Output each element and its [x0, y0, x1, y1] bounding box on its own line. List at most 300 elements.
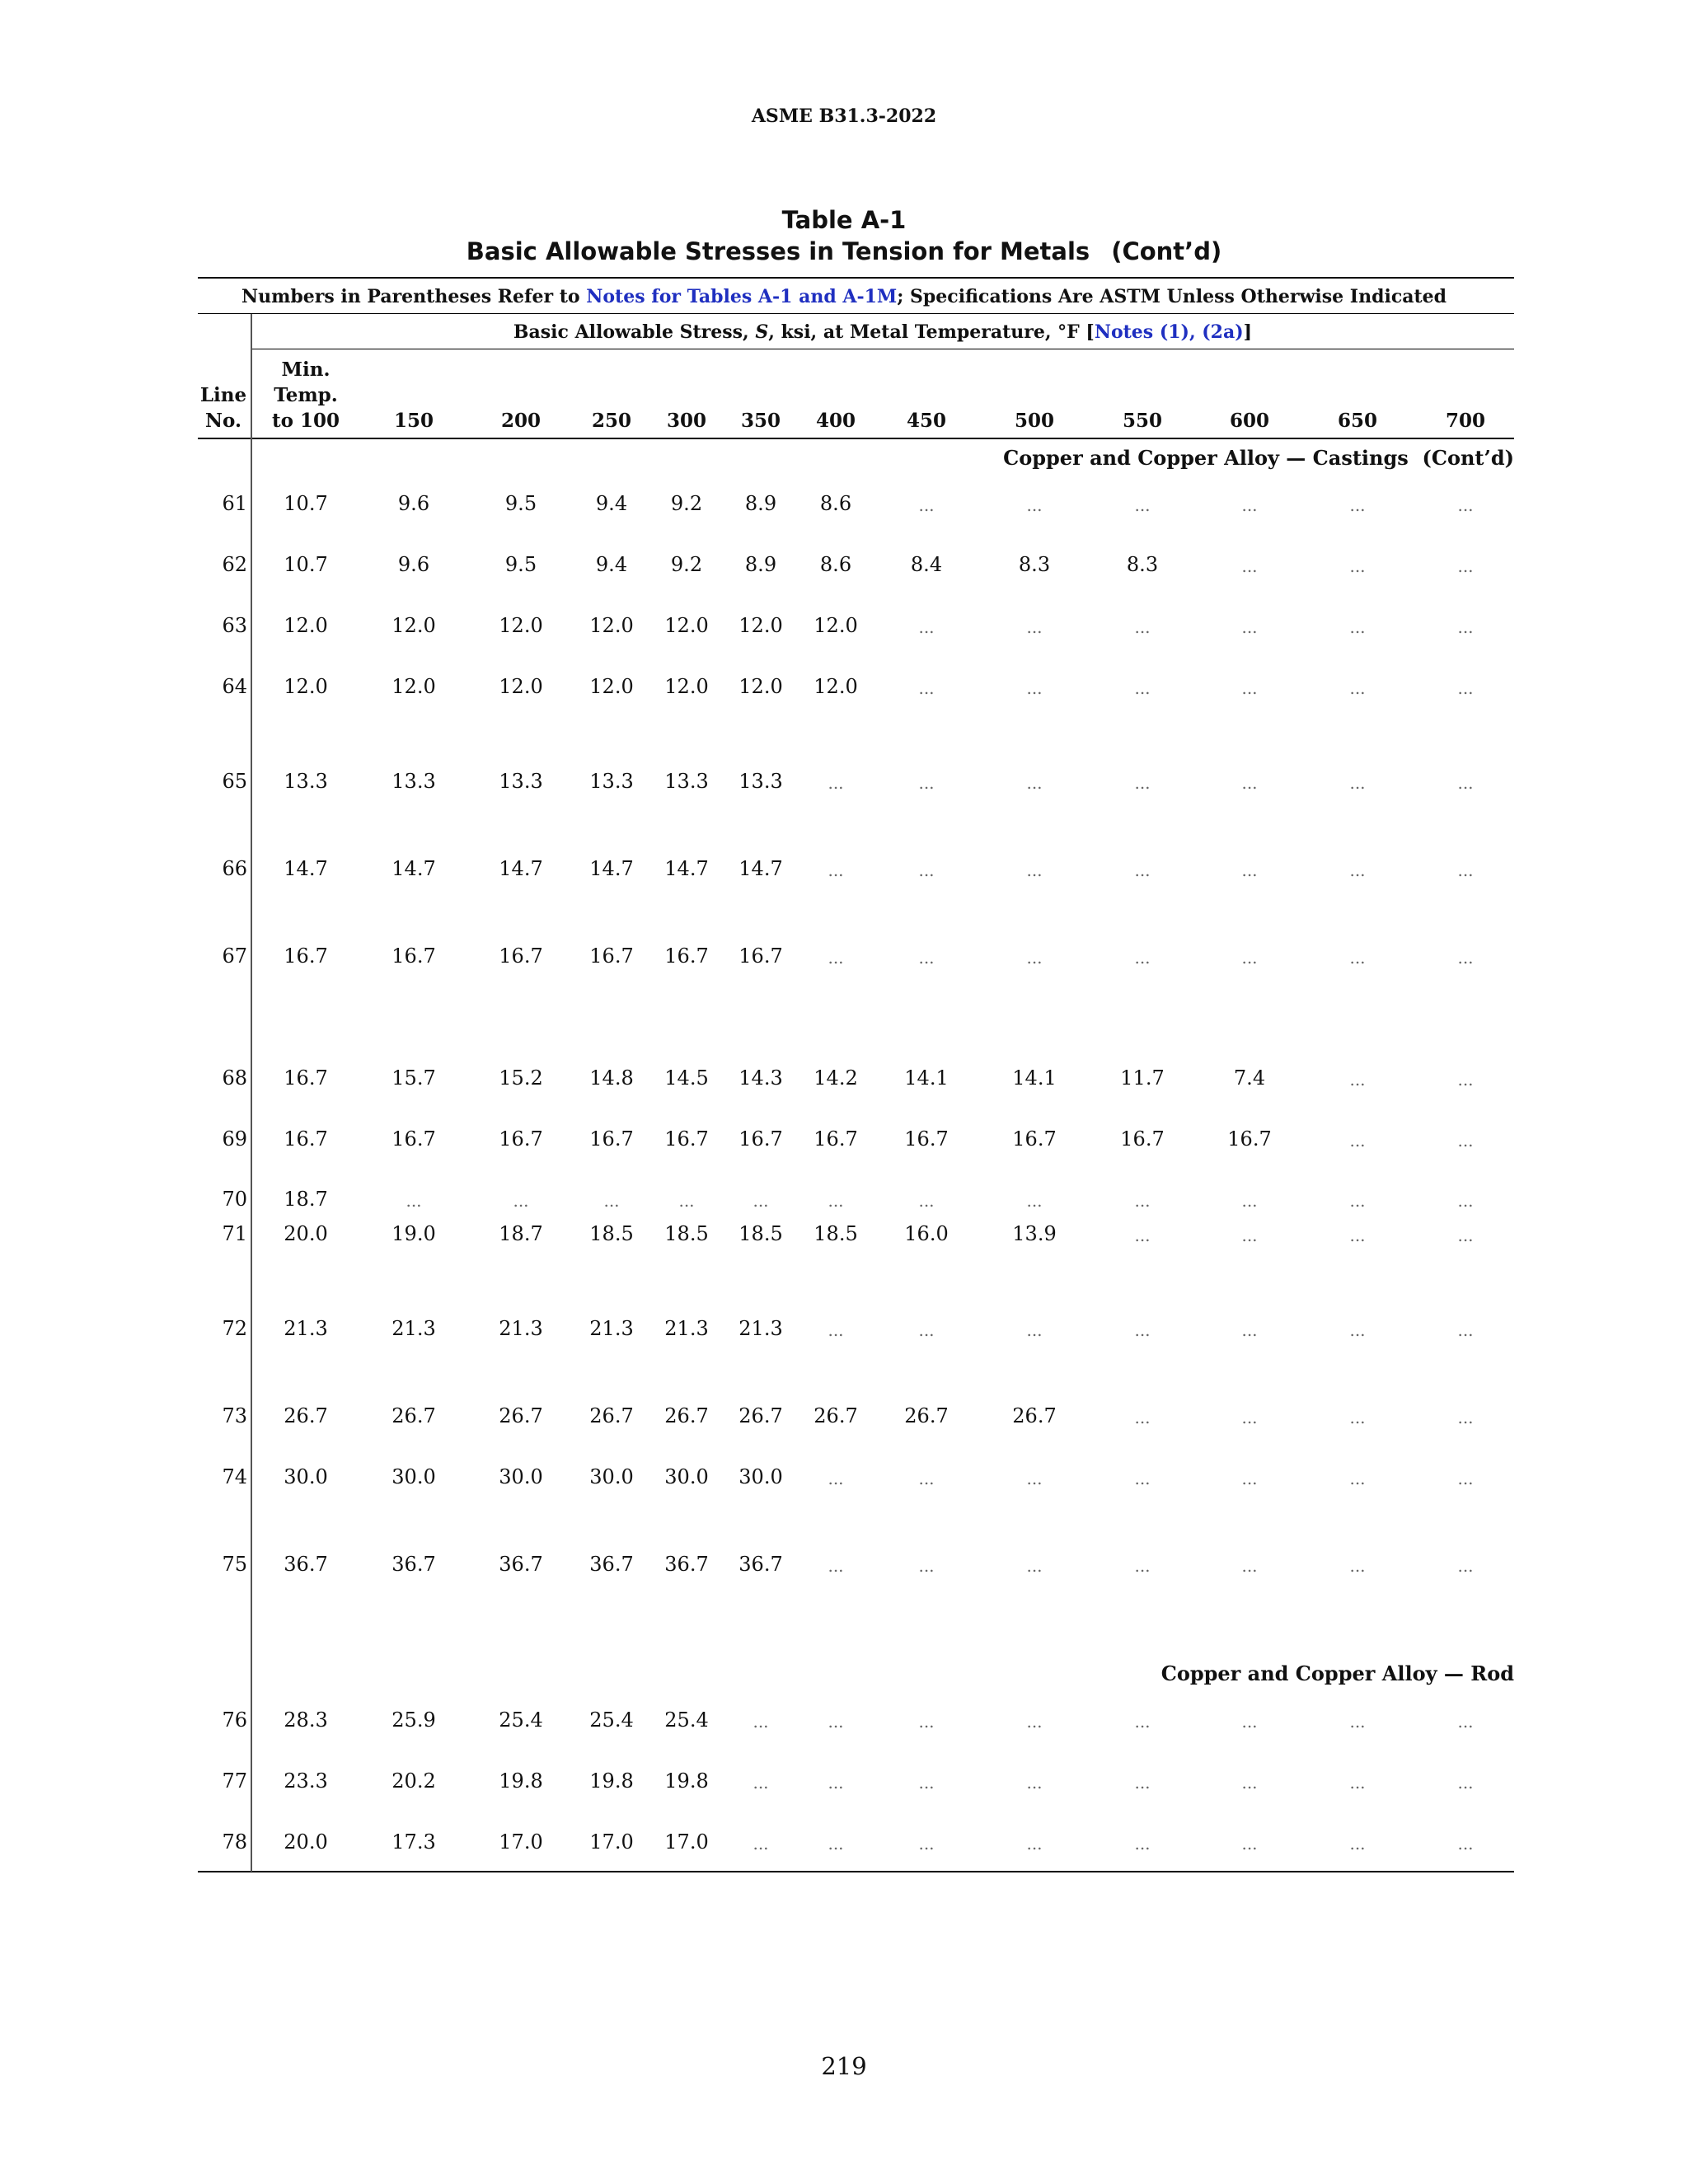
- temp-header-2: 250: [591, 410, 631, 432]
- stress-value: ...: [1241, 773, 1258, 793]
- stress-value: 36.7: [589, 1553, 634, 1576]
- stress-value: ...: [1134, 1773, 1151, 1793]
- stress-value: 17.0: [499, 1830, 543, 1854]
- stress-value: 17.0: [664, 1830, 709, 1854]
- temp-header-5: 400: [815, 410, 856, 432]
- stress-value: 26.7: [1012, 1404, 1057, 1427]
- stress-value: 13.3: [589, 770, 634, 793]
- line-number: 72: [222, 1317, 247, 1340]
- stress-value: 21.3: [499, 1317, 543, 1340]
- stress-value: 26.7: [814, 1404, 858, 1427]
- stress-value: 16.7: [664, 1127, 709, 1151]
- stress-value: 12.0: [814, 614, 858, 637]
- stress-value: 25.4: [499, 1708, 543, 1732]
- stress-value: ...: [1349, 617, 1366, 637]
- stress-value: 16.7: [589, 1127, 634, 1151]
- stress-value: 36.7: [738, 1553, 783, 1576]
- stress-value: ...: [828, 948, 844, 968]
- stress-value: ...: [1241, 860, 1258, 880]
- min-temp-value: 16.7: [284, 944, 328, 968]
- stress-value: ...: [918, 860, 935, 880]
- stress-value: 13.3: [392, 770, 436, 793]
- stress-value: 26.7: [392, 1404, 436, 1427]
- stress-value: 30.0: [589, 1465, 634, 1488]
- stress-value: ...: [1241, 1773, 1258, 1793]
- stress-value: ...: [1026, 860, 1043, 880]
- line-number: 62: [222, 553, 247, 576]
- stress-value: 8.3: [1126, 553, 1159, 576]
- stress-value: 9.4: [595, 553, 628, 576]
- stress-value: ...: [918, 678, 935, 698]
- table-row: [0, 1317, 1688, 1342]
- stress-value: ...: [918, 617, 935, 637]
- stress-value: 9.2: [670, 553, 703, 576]
- stress-value: ...: [1134, 617, 1151, 637]
- stress-value: ...: [1349, 1408, 1366, 1427]
- table-row: [0, 1127, 1688, 1152]
- stress-value: 16.7: [738, 944, 783, 968]
- stress-value: 21.3: [589, 1317, 634, 1340]
- stress-value: 25.4: [589, 1708, 634, 1732]
- stress-value: 25.9: [392, 1708, 436, 1732]
- stress-value: ...: [828, 1834, 844, 1854]
- stress-value: ...: [1457, 1556, 1474, 1576]
- stress-value: 18.7: [499, 1222, 543, 1245]
- stress-value: 14.7: [589, 857, 634, 880]
- line-number: 77: [222, 1769, 247, 1793]
- stress-value: ...: [1134, 1320, 1151, 1340]
- stress-value: 12.0: [738, 614, 783, 637]
- stress-value: ...: [753, 1191, 769, 1211]
- stress-value: ...: [1457, 617, 1474, 637]
- stress-value: 12.0: [664, 614, 709, 637]
- stress-value: ...: [1134, 678, 1151, 698]
- stress-value: ...: [1026, 1773, 1043, 1793]
- stress-value: 12.0: [589, 675, 634, 698]
- stress-value: ...: [678, 1191, 695, 1211]
- stress-value: ...: [918, 1556, 935, 1576]
- stress-value: ...: [1457, 1226, 1474, 1245]
- stress-value: ...: [1134, 773, 1151, 793]
- line-number: 73: [222, 1404, 247, 1427]
- stress-value: ...: [828, 1773, 844, 1793]
- line-number: 74: [222, 1465, 247, 1488]
- stress-value: 8.6: [819, 553, 852, 576]
- top-rule: [198, 277, 1514, 279]
- line-number: 76: [222, 1708, 247, 1732]
- min-temp-value: 10.7: [284, 492, 328, 515]
- stress-value: ...: [1026, 1320, 1043, 1340]
- stress-value: ...: [828, 1556, 844, 1576]
- stress-value: 21.3: [738, 1317, 783, 1340]
- stress-value: ...: [1241, 1226, 1258, 1245]
- stress-value: 8.3: [1018, 553, 1051, 576]
- table-row: [0, 492, 1688, 517]
- min-temp-value: 14.7: [284, 857, 328, 880]
- stress-value: 12.0: [664, 675, 709, 698]
- min-temp-value: 18.7: [284, 1188, 328, 1211]
- line-number: 66: [222, 857, 247, 880]
- section-castings-suffix: (Cont’d): [1422, 446, 1514, 470]
- table-row: [0, 1553, 1688, 1577]
- stress-value: 8.9: [744, 492, 777, 515]
- table-title: [0, 237, 1688, 265]
- stress-value: ...: [1026, 1834, 1043, 1854]
- stress-value: 7.4: [1233, 1066, 1266, 1090]
- stress-value: ...: [1241, 1469, 1258, 1488]
- stress-value: ...: [1134, 1556, 1151, 1576]
- table-row: [0, 1708, 1688, 1733]
- stress-symbol: S: [755, 321, 769, 343]
- stress-value: ...: [1134, 1191, 1151, 1211]
- stress-value: 14.7: [738, 857, 783, 880]
- stress-value: ...: [918, 1320, 935, 1340]
- stress-value: ...: [1457, 1834, 1474, 1854]
- stress-header: [251, 321, 1514, 343]
- stress-value: ...: [918, 1834, 935, 1854]
- temp-header-4: 350: [740, 410, 781, 432]
- stress-value: 19.8: [664, 1769, 709, 1793]
- stress-value: 30.0: [392, 1465, 436, 1488]
- notes-1-2a-link[interactable]: Notes (1), (2a): [1094, 321, 1244, 343]
- stress-value: 20.2: [392, 1769, 436, 1793]
- stress-value: ...: [918, 1191, 935, 1211]
- stress-value: ...: [918, 1773, 935, 1793]
- stress-value: ...: [828, 1191, 844, 1211]
- stress-value: ...: [1349, 678, 1366, 698]
- stress-value: 13.3: [499, 770, 543, 793]
- min-temp-header-line3: to 100: [272, 410, 340, 432]
- stress-value: 16.7: [1120, 1127, 1165, 1151]
- table-row: [0, 857, 1688, 882]
- stress-header-mid: , ksi, at Metal Temperature, °F [: [768, 321, 1095, 343]
- stress-value: 16.7: [392, 1127, 436, 1151]
- stress-value: ...: [1457, 1773, 1474, 1793]
- stress-value: 14.7: [499, 857, 543, 880]
- min-temp-value: 21.3: [284, 1317, 328, 1340]
- stress-value: ...: [1349, 1226, 1366, 1245]
- stress-value: ...: [1457, 860, 1474, 880]
- min-temp-value: 13.3: [284, 770, 328, 793]
- stress-value: 36.7: [499, 1553, 543, 1576]
- stress-value: 26.7: [904, 1404, 949, 1427]
- stress-value: ...: [1134, 860, 1151, 880]
- stress-value: 18.5: [589, 1222, 634, 1245]
- stress-value: 26.7: [738, 1404, 783, 1427]
- caption-text-start: Numbers in Parentheses Refer to: [241, 286, 587, 307]
- stress-value: 12.0: [738, 675, 783, 698]
- stress-value: ...: [918, 773, 935, 793]
- stress-value: 12.0: [589, 614, 634, 637]
- stress-value: ...: [753, 1773, 769, 1793]
- stress-value: ...: [1349, 860, 1366, 880]
- stress-value: 14.1: [1012, 1066, 1057, 1090]
- notes-link[interactable]: Notes for Tables A-1 and A-1M: [586, 286, 898, 307]
- line-number: 68: [222, 1066, 247, 1090]
- min-temp-value: 16.7: [284, 1066, 328, 1090]
- stress-value: ...: [1026, 1191, 1043, 1211]
- stress-value: 12.0: [499, 675, 543, 698]
- stress-value: ...: [1134, 1834, 1151, 1854]
- temp-header-8: 550: [1122, 410, 1162, 432]
- stress-value: 16.7: [589, 944, 634, 968]
- table-caption: [0, 286, 1688, 307]
- stress-value: ...: [828, 860, 844, 880]
- stress-value: ...: [406, 1191, 422, 1211]
- stress-value: 30.0: [738, 1465, 783, 1488]
- stress-value: ...: [1457, 948, 1474, 968]
- stress-value: ...: [1457, 1408, 1474, 1427]
- stress-value: 16.7: [814, 1127, 858, 1151]
- stress-value: 19.0: [392, 1222, 436, 1245]
- table-row: [0, 944, 1688, 969]
- stress-value: ...: [918, 1712, 935, 1732]
- stress-value: ...: [1241, 1556, 1258, 1576]
- stress-value: ...: [1241, 678, 1258, 698]
- stress-value: 12.0: [499, 614, 543, 637]
- stress-value: 9.6: [397, 553, 430, 576]
- stress-value: ...: [1349, 1556, 1366, 1576]
- stress-value: ...: [1026, 1556, 1043, 1576]
- stress-value: ...: [828, 1469, 844, 1488]
- table-title-text: Basic Allowable Stresses in Tension for Metals: [466, 237, 1090, 265]
- stress-value: ...: [828, 773, 844, 793]
- stress-value: ...: [753, 1712, 769, 1732]
- stress-value: ...: [1241, 1834, 1258, 1854]
- stress-value: ...: [1026, 617, 1043, 637]
- stress-value: ...: [1026, 773, 1043, 793]
- min-temp-value: 36.7: [284, 1553, 328, 1576]
- table-row: [0, 770, 1688, 794]
- stress-value: 16.7: [904, 1127, 949, 1151]
- stress-value: 12.0: [392, 614, 436, 637]
- stress-value: ...: [1026, 948, 1043, 968]
- temp-header-6: 450: [906, 410, 946, 432]
- stress-value: ...: [1026, 1712, 1043, 1732]
- stress-header-end: ]: [1243, 321, 1253, 343]
- line-number: 61: [222, 492, 247, 515]
- stress-value: ...: [1349, 1712, 1366, 1732]
- section-castings-text: Copper and Copper Alloy — Castings: [1003, 446, 1409, 470]
- stress-value: ...: [1026, 1469, 1043, 1488]
- page-number: 219: [821, 2052, 867, 2080]
- stress-value: 26.7: [664, 1404, 709, 1427]
- stress-value: ...: [1349, 1834, 1366, 1854]
- stress-value: ...: [513, 1191, 529, 1211]
- line-number: 78: [222, 1830, 247, 1854]
- stress-value: ...: [1349, 495, 1366, 515]
- stress-value: 14.5: [664, 1066, 709, 1090]
- stress-value: 14.7: [664, 857, 709, 880]
- stress-value: 36.7: [664, 1553, 709, 1576]
- running-head: ASME B31.3-2022: [751, 105, 937, 127]
- stress-value: ...: [1457, 1320, 1474, 1340]
- stress-value: ...: [1134, 1226, 1151, 1245]
- stress-value: ...: [1349, 556, 1366, 576]
- min-temp-value: 20.0: [284, 1830, 328, 1854]
- stress-value: 12.0: [392, 675, 436, 698]
- min-temp-value: 30.0: [284, 1465, 328, 1488]
- stress-value: 30.0: [664, 1465, 709, 1488]
- line-number: 67: [222, 944, 247, 968]
- stress-value: ...: [1241, 617, 1258, 637]
- stress-header-start: Basic Allowable Stress,: [513, 321, 756, 343]
- line-no-header-line1: Line: [199, 384, 247, 406]
- stress-value: 30.0: [499, 1465, 543, 1488]
- stress-value: 26.7: [589, 1404, 634, 1427]
- stress-value: ...: [1134, 1712, 1151, 1732]
- stress-value: ...: [1457, 556, 1474, 576]
- min-temp-value: 12.0: [284, 614, 328, 637]
- stress-value: ...: [1457, 1131, 1474, 1151]
- stress-value: 17.3: [392, 1830, 436, 1854]
- line-no-header: [195, 382, 252, 434]
- caption-text-end: ; Specifications Are ASTM Unless Otherwise Indicated: [897, 286, 1447, 307]
- stress-value: 9.2: [670, 492, 703, 515]
- min-temp-value: 26.7: [284, 1404, 328, 1427]
- line-number: 71: [222, 1222, 247, 1245]
- stress-value: ...: [1349, 773, 1366, 793]
- table-row: [0, 1222, 1688, 1247]
- stress-value: 9.5: [504, 553, 537, 576]
- stress-value: 14.2: [814, 1066, 858, 1090]
- stress-value: 17.0: [589, 1830, 634, 1854]
- stress-value: ...: [1457, 1191, 1474, 1211]
- temp-header-1: 200: [500, 410, 541, 432]
- table-row: [0, 1769, 1688, 1794]
- stress-value: ...: [828, 1320, 844, 1340]
- stress-value: 14.7: [392, 857, 436, 880]
- stress-value: ...: [1134, 948, 1151, 968]
- table-title-suffix: (Cont’d): [1111, 237, 1222, 265]
- stress-value: 16.0: [904, 1222, 949, 1245]
- table-row: [0, 1188, 1688, 1212]
- table-row: [0, 614, 1688, 639]
- line-number: 69: [222, 1127, 247, 1151]
- stress-value: 36.7: [392, 1553, 436, 1576]
- table-number: Table A-1: [781, 206, 907, 234]
- stress-value: 9.5: [504, 492, 537, 515]
- stress-value: 26.7: [499, 1404, 543, 1427]
- min-temp-value: 20.0: [284, 1222, 328, 1245]
- bottom-rule: [198, 1871, 1514, 1872]
- stress-value: ...: [1457, 678, 1474, 698]
- min-temp-value: 12.0: [284, 675, 328, 698]
- stress-value: ...: [1457, 495, 1474, 515]
- stress-value: 9.4: [595, 492, 628, 515]
- temp-header-3: 300: [666, 410, 706, 432]
- stress-value: 15.2: [499, 1066, 543, 1090]
- stress-value: 13.3: [664, 770, 709, 793]
- temp-header-7: 500: [1014, 410, 1054, 432]
- stress-value: 16.7: [1012, 1127, 1057, 1151]
- line-number: 63: [222, 614, 247, 637]
- stress-value: 21.3: [392, 1317, 436, 1340]
- stress-value: ...: [918, 948, 935, 968]
- stress-value: 25.4: [664, 1708, 709, 1732]
- stress-value: 8.4: [910, 553, 943, 576]
- stress-value: 13.3: [738, 770, 783, 793]
- stress-value: 9.6: [397, 492, 430, 515]
- stress-value: ...: [1349, 948, 1366, 968]
- stress-value: ...: [1349, 1131, 1366, 1151]
- stress-value: ...: [1349, 1469, 1366, 1488]
- stress-value: ...: [1457, 1469, 1474, 1488]
- section-castings-title: [1003, 446, 1514, 470]
- stress-value: ...: [1026, 495, 1043, 515]
- min-temp-value: 28.3: [284, 1708, 328, 1732]
- min-temp-header-line2: Temp.: [274, 384, 338, 406]
- stress-value: 16.7: [738, 1127, 783, 1151]
- table-row: [0, 553, 1688, 578]
- table-row: [0, 1066, 1688, 1091]
- table-row: [0, 1465, 1688, 1490]
- line-number-divider: [251, 314, 252, 1872]
- stress-value: 16.7: [499, 944, 543, 968]
- stress-value: ...: [918, 1469, 935, 1488]
- stress-value: ...: [1241, 1408, 1258, 1427]
- stress-value: 16.7: [499, 1127, 543, 1151]
- stress-value: ...: [1349, 1070, 1366, 1090]
- stress-value: 21.3: [664, 1317, 709, 1340]
- stress-value: 18.5: [738, 1222, 783, 1245]
- stress-value: ...: [1241, 556, 1258, 576]
- line-no-header-line2: No.: [205, 410, 241, 432]
- section-rod-text: Copper and Copper Alloy — Rod: [1160, 1661, 1514, 1685]
- stress-value: 19.8: [499, 1769, 543, 1793]
- stress-value: 8.9: [744, 553, 777, 576]
- section-rod-title: [1161, 1661, 1514, 1685]
- caption-rule: [198, 313, 1514, 314]
- stress-value: 16.7: [664, 944, 709, 968]
- min-temp-header: [256, 357, 355, 434]
- stress-value: 8.6: [819, 492, 852, 515]
- temp-header-10: 650: [1337, 410, 1377, 432]
- stress-value: ...: [1026, 678, 1043, 698]
- stress-value: ...: [1134, 1469, 1151, 1488]
- stress-value: ...: [1349, 1191, 1366, 1211]
- stress-value: ...: [1241, 1320, 1258, 1340]
- table-row: [0, 675, 1688, 700]
- stress-value: ...: [1241, 1191, 1258, 1211]
- stress-value: 19.8: [589, 1769, 634, 1793]
- stress-value: ...: [1241, 495, 1258, 515]
- temp-header-0: 150: [393, 410, 434, 432]
- column-header-rule: [198, 438, 1514, 439]
- stress-value: ...: [603, 1191, 620, 1211]
- min-temp-value: 10.7: [284, 553, 328, 576]
- line-number: 64: [222, 675, 247, 698]
- stress-value: ...: [1134, 495, 1151, 515]
- stress-value: ...: [1349, 1773, 1366, 1793]
- stress-value: 16.7: [1227, 1127, 1272, 1151]
- stress-value: 11.7: [1120, 1066, 1165, 1090]
- stress-value: 18.5: [814, 1222, 858, 1245]
- min-temp-header-line1: Min.: [281, 359, 331, 381]
- stress-value: ...: [1349, 1320, 1366, 1340]
- line-number: 65: [222, 770, 247, 793]
- stress-value: ...: [1134, 1408, 1151, 1427]
- line-number: 70: [222, 1188, 247, 1211]
- stress-value: 12.0: [814, 675, 858, 698]
- stress-value: 14.1: [904, 1066, 949, 1090]
- stress-value: ...: [1241, 948, 1258, 968]
- temp-header-11: 700: [1445, 410, 1485, 432]
- stress-value: ...: [1241, 1712, 1258, 1732]
- temp-header-9: 600: [1229, 410, 1269, 432]
- stress-value: 14.8: [589, 1066, 634, 1090]
- stress-value: ...: [1457, 773, 1474, 793]
